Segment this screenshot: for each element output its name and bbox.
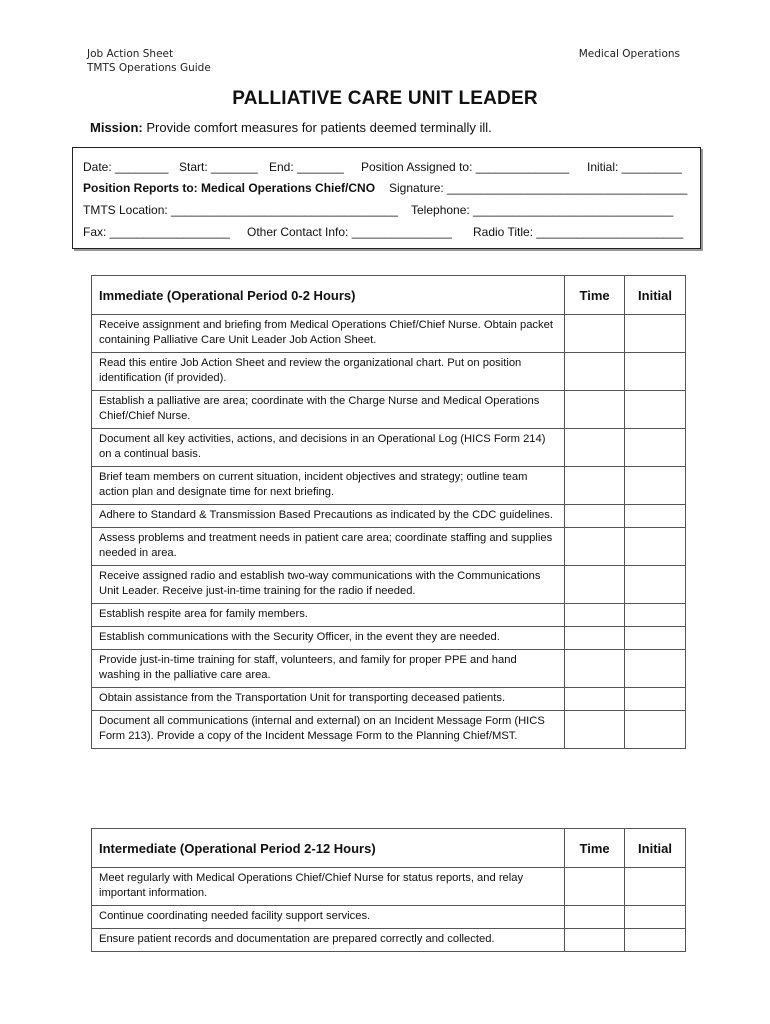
header-guide-name: TMTS Operations Guide (87, 62, 211, 74)
time-entry-cell[interactable] (565, 711, 625, 749)
document-header-left (87, 47, 211, 75)
task-text: Obtain assistance from the Transportation Unit for transporting deceased patients. (92, 688, 565, 711)
task-text: Document all key activities, actions, and decisions in an Operational Log (HICS Form 214) on a continual basis. (92, 429, 565, 467)
initial-entry-cell[interactable] (625, 353, 686, 391)
initial-entry-cell[interactable] (625, 604, 686, 627)
table-row (92, 505, 686, 528)
time-entry-cell[interactable] (565, 929, 625, 952)
other-contact-field[interactable]: Other Contact Info: _______________ (247, 225, 452, 239)
time-entry-cell[interactable] (565, 528, 625, 566)
task-text: Establish communications with the Security Officer, in the event they are needed. (92, 627, 565, 650)
header-doc-type: Job Action Sheet (87, 48, 174, 60)
immediate-rows (92, 315, 686, 749)
initial-field[interactable]: Initial: _________ (587, 160, 682, 174)
table-row (92, 566, 686, 604)
intermediate-rows (92, 868, 686, 952)
mission-label: Mission: (90, 120, 143, 135)
table-row (92, 429, 686, 467)
task-text: Establish a palliative are area; coordinate with the Charge Nurse and Medical Operations Chief/Chief Nurse. (92, 391, 565, 429)
table-row (92, 528, 686, 566)
task-text: Receive assignment and briefing from Medical Operations Chief/Chief Nurse. Obtain packet containing Palliative Care Unit Leader Job Action Sheet. (92, 315, 565, 353)
signature-field[interactable]: Signature: ____________________________________ (389, 181, 688, 195)
initial-entry-cell[interactable] (625, 650, 686, 688)
mission-text: Provide comfort measures for patients deemed terminally ill. (146, 120, 492, 135)
telephone-field[interactable]: Telephone: ______________________________ (411, 203, 674, 217)
table-row (92, 627, 686, 650)
table-row (92, 929, 686, 952)
task-text: Receive assigned radio and establish two-way communications with the Communications Unit Leader. Receive just-in-time training for the radio if needed. (92, 566, 565, 604)
position-assigned-field[interactable]: Position Assigned to: ______________ (361, 160, 570, 174)
initial-column-header: Initial (625, 829, 686, 868)
task-text: Meet regularly with Medical Operations Chief/Chief Nurse for status reports, and relay important information. (92, 868, 565, 906)
time-entry-cell[interactable] (565, 688, 625, 711)
mission-statement (90, 120, 492, 135)
table-row (92, 467, 686, 505)
time-entry-cell[interactable] (565, 906, 625, 929)
date-field[interactable]: Date: ________ (83, 160, 169, 174)
task-text: Brief team members on current situation, incident objectives and strategy; outline team action plan and designate time for next briefing. (92, 467, 565, 505)
reports-to-text: Position Reports to: Medical Operations Chief/CNO (83, 181, 376, 195)
time-entry-cell[interactable] (565, 467, 625, 505)
initial-entry-cell[interactable] (625, 429, 686, 467)
intermediate-heading: Intermediate (Operational Period 2-12 Hours) (92, 829, 565, 868)
task-text: Read this entire Job Action Sheet and review the organizational chart. Put on position identification (if provided). (92, 353, 565, 391)
table-row (92, 353, 686, 391)
time-entry-cell[interactable] (565, 505, 625, 528)
initial-entry-cell[interactable] (625, 467, 686, 505)
table-row (92, 868, 686, 906)
table-row (92, 906, 686, 929)
table-row (92, 315, 686, 353)
intermediate-tasks-table (91, 828, 686, 952)
initial-entry-cell[interactable] (625, 688, 686, 711)
end-field[interactable]: End: _______ (269, 160, 344, 174)
initial-entry-cell[interactable] (625, 711, 686, 749)
time-entry-cell[interactable] (565, 391, 625, 429)
time-entry-cell[interactable] (565, 868, 625, 906)
task-text: Continue coordinating needed facility support services. (92, 906, 565, 929)
task-text: Ensure patient records and documentation are prepared correctly and collected. (92, 929, 565, 952)
tmts-location-field[interactable]: TMTS Location: __________________________________ (83, 203, 398, 217)
table-header-row (92, 276, 686, 315)
initial-entry-cell[interactable] (625, 315, 686, 353)
task-text: Assess problems and treatment needs in patient care area; coordinate staffing and supplies needed in area. (92, 528, 565, 566)
time-entry-cell[interactable] (565, 353, 625, 391)
time-column-header: Time (565, 276, 625, 315)
table-row (92, 650, 686, 688)
time-entry-cell[interactable] (565, 650, 625, 688)
time-entry-cell[interactable] (565, 566, 625, 604)
initial-entry-cell[interactable] (625, 391, 686, 429)
initial-entry-cell[interactable] (625, 627, 686, 650)
task-text: Adhere to Standard & Transmission Based Precautions as indicated by the CDC guidelines. (92, 505, 565, 528)
radio-title-field[interactable]: Radio Title: ______________________ (473, 225, 684, 239)
header-section-name: Medical Operations (578, 48, 680, 60)
time-entry-cell[interactable] (565, 627, 625, 650)
task-text: Document all communications (internal and external) on an Incident Message Form (HICS Form 213). Provide a copy of the Incident Message Form to the Planning Chief/MST. (92, 711, 565, 749)
time-column-header: Time (565, 829, 625, 868)
immediate-heading: Immediate (Operational Period 0-2 Hours) (92, 276, 565, 315)
page-title: PALLIATIVE CARE UNIT LEADER (232, 88, 538, 109)
task-text: Provide just-in-time training for staff, volunteers, and family for proper PPE and hand washing in the palliative care area. (92, 650, 565, 688)
time-entry-cell[interactable] (565, 429, 625, 467)
table-row (92, 604, 686, 627)
initial-entry-cell[interactable] (625, 906, 686, 929)
time-entry-cell[interactable] (565, 604, 625, 627)
immediate-tasks-table (91, 275, 686, 749)
table-row (92, 391, 686, 429)
initial-column-header: Initial (625, 276, 686, 315)
initial-entry-cell[interactable] (625, 528, 686, 566)
task-text: Establish respite area for family members. (92, 604, 565, 627)
start-field[interactable]: Start: _______ (179, 160, 258, 174)
assignment-info-box (72, 147, 701, 249)
table-row (92, 688, 686, 711)
initial-entry-cell[interactable] (625, 868, 686, 906)
table-header-row (92, 829, 686, 868)
time-entry-cell[interactable] (565, 315, 625, 353)
initial-entry-cell[interactable] (625, 505, 686, 528)
table-row (92, 711, 686, 749)
fax-field[interactable]: Fax: __________________ (83, 225, 230, 239)
initial-entry-cell[interactable] (625, 929, 686, 952)
initial-entry-cell[interactable] (625, 566, 686, 604)
